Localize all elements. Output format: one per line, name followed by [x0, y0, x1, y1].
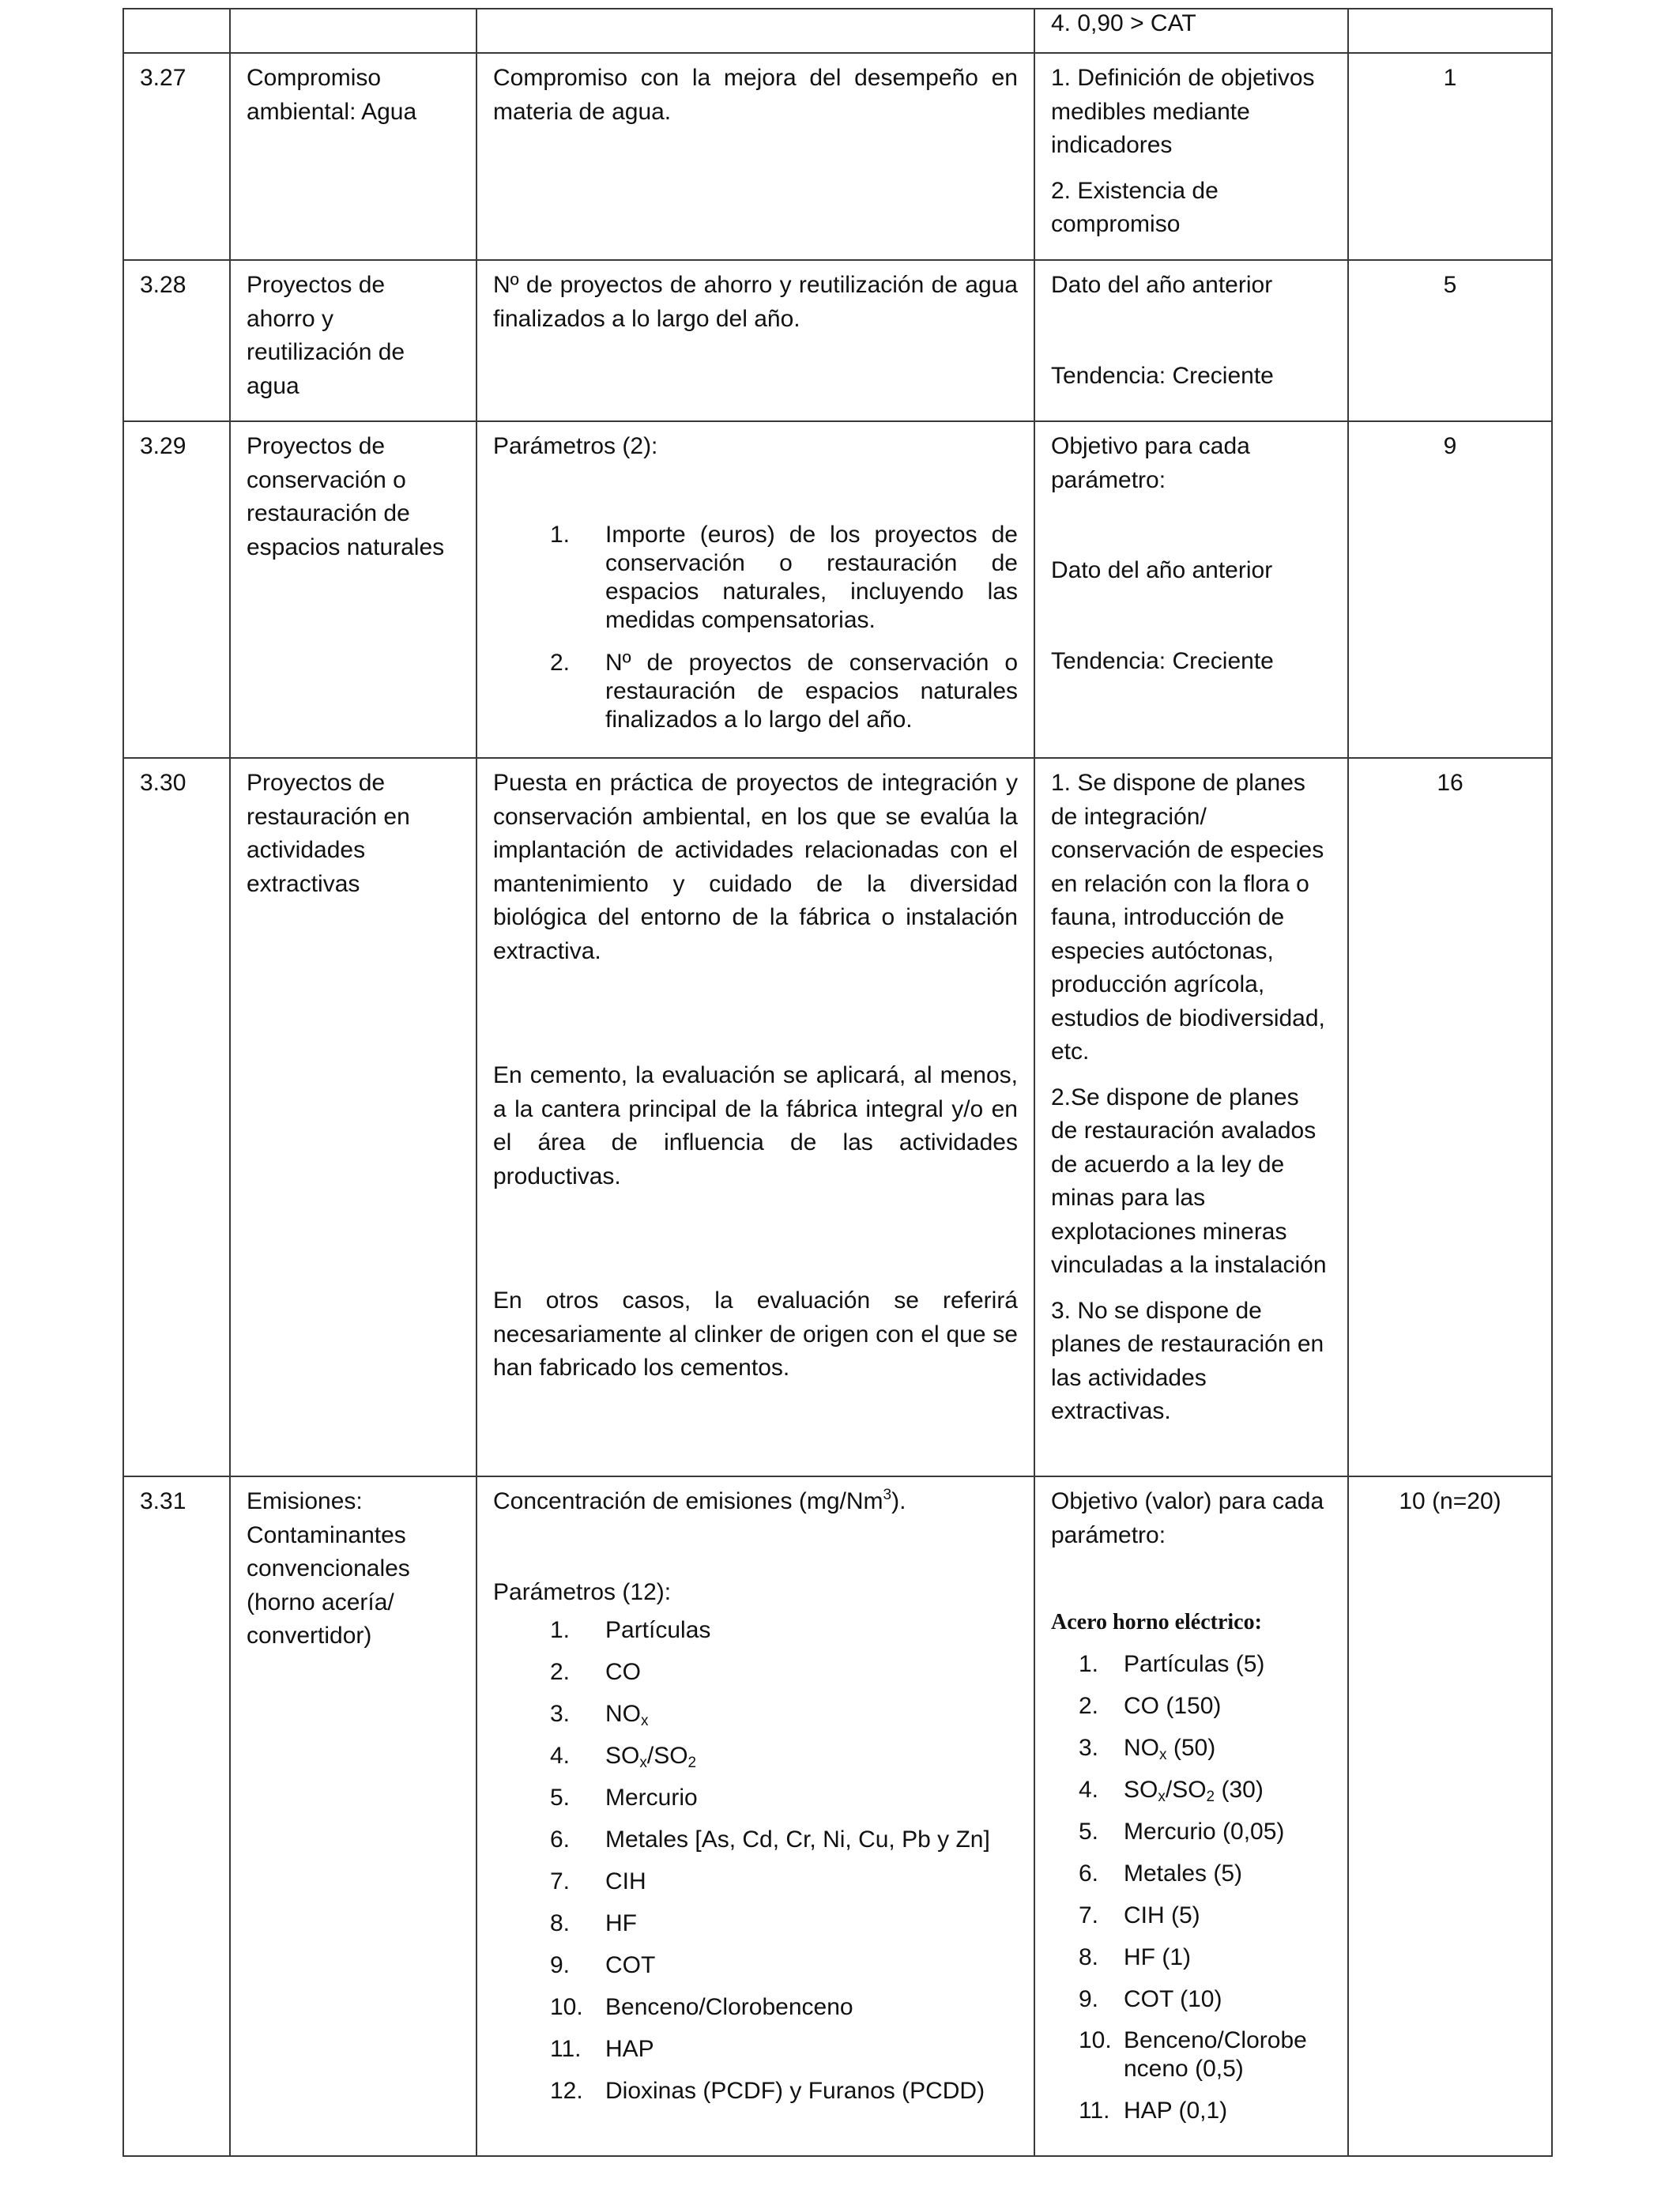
- criteria-item: 1. Definición de objetivos medibles mediante indicadores: [1051, 65, 1315, 158]
- row-value: 1: [1348, 53, 1552, 260]
- row-id: 3.27: [123, 53, 230, 260]
- list-item: 11. HAP: [550, 2036, 654, 2062]
- parameters-title: Parámetros (2):: [493, 433, 658, 459]
- row-description: Nº de proyectos de ahorro y reutilización de agua finalizados a lo largo del año.: [477, 260, 1034, 421]
- row-criteria: [1034, 758, 1348, 1476]
- row-description: [477, 421, 1034, 758]
- row-value: 9: [1348, 421, 1552, 758]
- criteria-item: 2.Se dispone de planes de restauración avalados de acuerdo a la ley de minas para las explotaciones mineras vinculadas a la instalación: [1051, 1084, 1327, 1278]
- list-item: 9. COT (10): [1079, 1985, 1222, 2012]
- list-item: 4. $SO_x/SO_2$ (30): [1079, 1776, 1264, 1805]
- criteria-item: 3. No se dispone de planes de restauración en las actividades extractivas.: [1051, 1297, 1324, 1424]
- row-description: [477, 758, 1034, 1476]
- list-item: 3. $NO_x$: [550, 1701, 649, 1729]
- list-item: 6. Metales (5): [1079, 1860, 1243, 1887]
- targets-list: [1051, 1643, 1332, 2132]
- cell-description: [477, 9, 1034, 53]
- list-item: 2. CO (150): [1079, 1692, 1222, 1719]
- criteria-item: Dato del año anterior: [1051, 272, 1273, 298]
- list-item: 1. Importe (euros) de los proyectos de conservación o restauración de espacios naturales, incluyendo las medidas compensatorias.: [550, 521, 1018, 633]
- description-paragraph: Puesta en práctica de proyectos de integración y conservación ambiental, en los que se evalúa la implantación de actividades relacionadas con el mantenimiento y cuidado de la diversidad biológica del entorno de la fábrica o instalación extractiva.: [493, 770, 1018, 964]
- table-row: [123, 260, 1552, 421]
- list-item: 4. $SO_x/SO_2$: [550, 1743, 697, 1771]
- list-item: 11. HAP (0,1): [1079, 2097, 1228, 2124]
- criteria-item: Objetivo para cada parámetro:: [1051, 433, 1250, 493]
- table-row: [123, 421, 1552, 758]
- emissions-title: Concentración de emisiones (mg/Nm$^3$).: [493, 1487, 906, 1514]
- parameters-list: [493, 521, 1018, 734]
- row-criteria: [1034, 260, 1348, 421]
- criteria-item: 2. Existencia de compromiso: [1051, 177, 1219, 237]
- row-criteria: [1034, 1476, 1348, 2156]
- cell-value: [1348, 9, 1552, 53]
- list-item: 2. Nº de proyectos de conservación o restauración de espacios naturales finalizados a lo largo del año.: [550, 649, 1018, 733]
- list-item: 8. HF: [550, 1910, 637, 1936]
- cell-name: [230, 9, 477, 53]
- list-item: 10. Benceno/Clorobe nceno (0,5): [1079, 2026, 1307, 2082]
- parameters-title: Parámetros (12):: [493, 1578, 672, 1605]
- table-row: [123, 1476, 1552, 2156]
- list-item: 12. Dioxinas (PCDF) y Furanos (PCDD): [550, 2078, 985, 2104]
- criteria-item: Tendencia: Creciente: [1051, 362, 1274, 389]
- row-id: 3.29: [123, 421, 230, 758]
- criteria-item: Dato del año anterior: [1051, 557, 1273, 583]
- list-item: 1. Partículas (5): [1079, 1650, 1265, 1677]
- criteria-item: Tendencia: Creciente: [1051, 647, 1274, 674]
- description-paragraph: En otros casos, la evaluación se referirá necesariamente al clinker de origen con el que se han fabricado los cementos.: [493, 1287, 1018, 1381]
- table-row: [123, 9, 1552, 53]
- cell-criteria: [1034, 9, 1348, 53]
- list-item: 7. CIH (5): [1079, 1902, 1200, 1928]
- row-description: [477, 1476, 1034, 2156]
- row-criteria: [1034, 421, 1348, 758]
- table-row: [123, 758, 1552, 1476]
- row-criteria: [1034, 53, 1348, 260]
- row-value: 10 (n=20): [1348, 1476, 1552, 2156]
- cell-id: [123, 9, 230, 53]
- criteria-text: 4. 0,90 > CAT: [1051, 10, 1196, 36]
- list-item: 6. Metales [As, Cd, Cr, Ni, Cu, Pb y Zn]: [550, 1826, 990, 1853]
- criteria-subtitle: Acero horno eléctrico:: [1051, 1610, 1262, 1634]
- row-name: Proyectos de ahorro y reutilización de agua: [230, 260, 477, 421]
- row-id: 3.28: [123, 260, 230, 421]
- row-description: Compromiso con la mejora del desempeño en materia de agua.: [477, 53, 1034, 260]
- row-id: 3.30: [123, 758, 230, 1476]
- parameters-list: [493, 1609, 1018, 2112]
- list-item: 5. Mercurio (0,05): [1079, 1818, 1285, 1845]
- table-row: [123, 53, 1552, 260]
- list-item: 5. Mercurio: [550, 1785, 698, 1811]
- criteria-title: Objetivo (valor) para cada parámetro:: [1051, 1488, 1324, 1548]
- list-item: 10. Benceno/Clorobenceno: [550, 1994, 853, 2020]
- list-item: 2. CO: [550, 1659, 641, 1685]
- list-item: 8. HF (1): [1079, 1943, 1191, 1970]
- description-paragraph: En cemento, la evaluación se aplicará, al menos, a la cantera principal de la fábrica integral y/o en el área de influencia de las actividades productivas.: [493, 1062, 1018, 1189]
- list-item: 3. $NO_x$ (50): [1079, 1734, 1216, 1763]
- criteria-table: [122, 8, 1553, 2157]
- row-value: 16: [1348, 758, 1552, 1476]
- row-name: Proyectos de restauración en actividades extractivas: [230, 758, 477, 1476]
- criteria-item: 1. Se dispone de planes de integración/ conservación de especies en relación con la flora o fauna, introducción de especies autóctonas, producción agrícola, estudios de biodiversidad, etc.: [1051, 770, 1325, 1065]
- row-value: 5: [1348, 260, 1552, 421]
- list-item: 7. CIH: [550, 1868, 646, 1894]
- list-item: 9. COT: [550, 1952, 656, 1978]
- row-name: Emisiones: Contaminantes convencionales (horno acería/ convertidor): [230, 1476, 477, 2156]
- row-name: Proyectos de conservación o restauración de espacios naturales: [230, 421, 477, 758]
- row-id: 3.31: [123, 1476, 230, 2156]
- row-name: Compromiso ambiental: Agua: [230, 53, 477, 260]
- list-item: 1. Partículas: [550, 1617, 711, 1643]
